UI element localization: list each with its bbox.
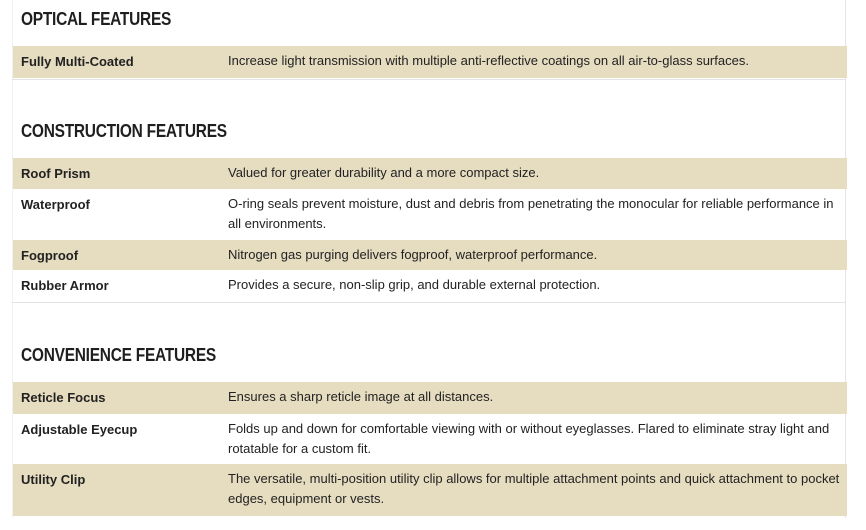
feature-description: Folds up and down for comfortable viewing with or without eyeglasses. Flared to eliminate stray light and rotatable for a custom fit. (228, 421, 830, 456)
table-row (13, 270, 847, 301)
section-title-convenience: CONVENIENCE FEATURES (21, 345, 216, 365)
feature-name: Waterproof (21, 197, 90, 212)
convenience-features-section (12, 303, 846, 518)
feature-name: Reticle Focus (21, 390, 106, 405)
feature-description: Nitrogen gas purging delivers fogproof, waterproof performance. (228, 247, 598, 262)
table-row (13, 414, 847, 464)
feature-description: Valued for greater durability and a more compact size. (228, 165, 540, 180)
section-title-construction: CONSTRUCTION FEATURES (21, 121, 227, 141)
table-row (13, 382, 847, 414)
section-title-optical: OPTICAL FEATURES (21, 9, 172, 29)
feature-name: Rubber Armor (21, 278, 109, 293)
feature-name: Fully Multi-Coated (21, 54, 134, 69)
table-row (13, 240, 847, 270)
optical-features-section (12, 0, 846, 80)
feature-description: The versatile, multi-position utility clip allows for multiple attachment points and quick attachment to pocket edges, equipment or vests. (228, 471, 840, 506)
table-row (13, 189, 847, 240)
feature-name: Roof Prism (21, 166, 91, 181)
table-row (13, 158, 847, 189)
feature-description: Provides a secure, non-slip grip, and durable external protection. (228, 277, 601, 292)
feature-description: Ensures a sharp reticle image at all distances. (228, 389, 494, 404)
table-row (13, 46, 847, 78)
feature-name: Fogproof (21, 248, 79, 263)
feature-description: O-ring seals prevent moisture, dust and debris from penetrating the monocular for reliable performance in all environments. (228, 196, 834, 231)
feature-description: Increase light transmission with multiple anti-reflective coatings on all air-to-glass surfaces. (228, 53, 749, 68)
table-row (13, 464, 847, 516)
feature-name: Adjustable Eyecup (21, 422, 138, 437)
construction-features-section (12, 80, 846, 302)
feature-name: Utility Clip (21, 472, 86, 487)
